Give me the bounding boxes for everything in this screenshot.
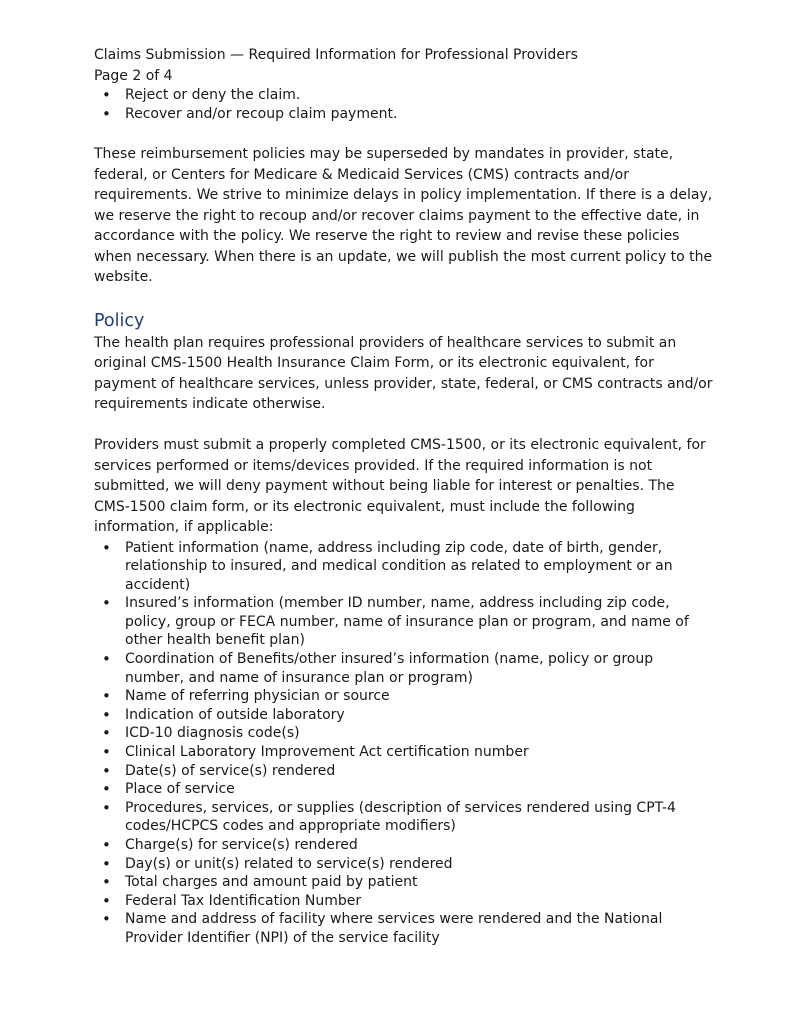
page-content	[94, 45, 714, 948]
policy-heading: Policy	[94, 310, 145, 331]
policy-paragraph-1: The health plan requires professional providers of healthcare services to submit an original CMS-1500 Health Insurance Claim Form, or its electronic equivalent, for payment of healthcare services, unless provider, state, federal, or CMS contracts and/or requirements indicate otherwise.	[94, 334, 713, 412]
list-item: • Clinical Laboratory Improvement Act certification number	[94, 743, 714, 762]
list-item: • Charge(s) for service(s) rendered	[94, 836, 714, 855]
list-item: • Insured’s information (member ID number, name, address including zip code, policy, group or FECA number, name of insurance plan or program, and name of other health benefit plan)	[94, 594, 714, 650]
list-item: • Indication of outside laboratory	[94, 706, 714, 725]
policy-paragraph-2: Providers must submit a properly completed CMS-1500, or its electronic equivalent, for services performed or items/devices provided. If the required information is not submitted, we will deny payment without being liable for interest or penalties. The CMS-1500 claim form, or its electronic equivalent, must include the following information, if applicable:	[94, 437, 706, 535]
required-information-list	[94, 539, 714, 948]
list-item: • Coordination of Benefits/other insured’s information (name, policy or group number, and name of insurance plan or program)	[94, 650, 714, 687]
list-item: • Day(s) or unit(s) related to service(s) rendered	[94, 855, 714, 874]
list-item: • Procedures, services, or supplies (description of services rendered using CPT-4 codes/HCPCS codes and appropriate modifiers)	[94, 799, 714, 836]
document-title: Claims Submission — Required Information for Professional Providers	[94, 47, 578, 63]
list-item: • Date(s) of service(s) rendered	[94, 762, 714, 781]
reimbursement-policy-paragraph: These reimbursement policies may be superseded by mandates in provider, state, federal, or Centers for Medicare & Medicaid Services (CMS) contracts and/or requirements. We strive to minimize delays in policy implementation. If there is a delay, we reserve the right to recoup and/or recover claims payment to the effective date, in accordance with the policy. We reserve the right to review and revise these policies when necessary. When there is an update, we will publish the most current policy to the website.	[94, 146, 713, 285]
list-item: • Reject or deny the claim.	[94, 86, 714, 105]
list-item: • Place of service	[94, 780, 714, 799]
list-item: • Name and address of facility where services were rendered and the National Provider Identifier (NPI) of the service facility	[94, 910, 714, 947]
list-item: • Name of referring physician or source	[94, 687, 714, 706]
list-item: • Federal Tax Identification Number	[94, 892, 714, 911]
list-item: • ICD-10 diagnosis code(s)	[94, 724, 714, 743]
list-item: • Recover and/or recoup claim payment.	[94, 105, 714, 124]
action-list	[94, 86, 714, 124]
page-number: Page 2 of 4	[94, 67, 173, 84]
list-item: • Patient information (name, address including zip code, date of birth, gender, relationship to insured, and medical condition as related to employment or an accident)	[94, 539, 714, 595]
list-item: • Total charges and amount paid by patient	[94, 873, 714, 892]
